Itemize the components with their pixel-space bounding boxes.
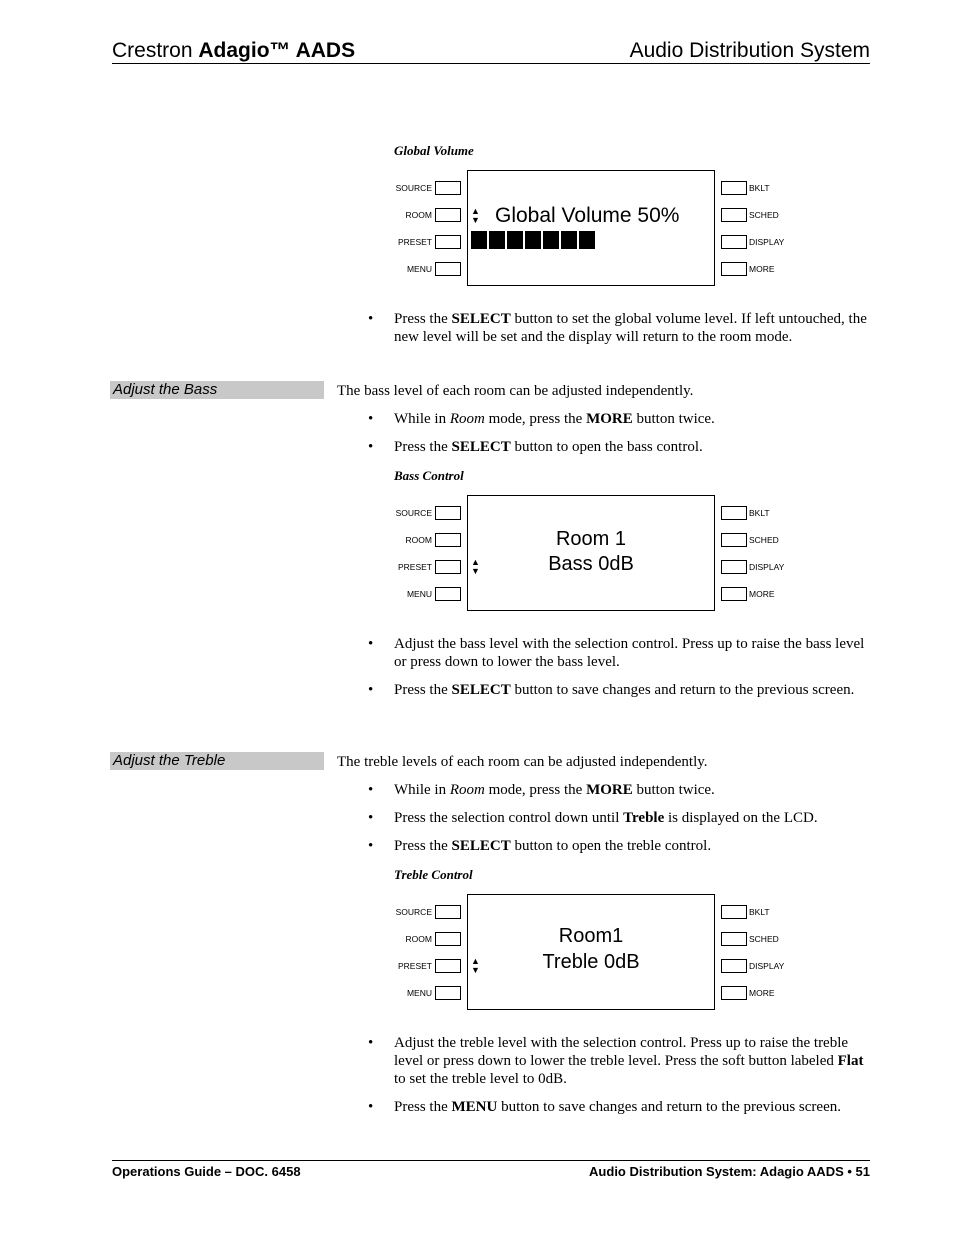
label-sched: SCHED xyxy=(749,934,779,944)
panel-diagram-treble-control xyxy=(394,894,874,1012)
panel-diagram-bass-control xyxy=(394,495,874,613)
source-button[interactable] xyxy=(435,506,461,520)
more-button[interactable] xyxy=(721,986,747,1000)
label-more: MORE xyxy=(749,264,775,274)
screen-line-2: Treble 0dB xyxy=(542,951,640,973)
room-button[interactable] xyxy=(435,932,461,946)
label-sched: SCHED xyxy=(749,210,779,220)
list-item: • Press the MENU button to save changes and return to the previous screen. xyxy=(368,1099,841,1115)
source-button[interactable] xyxy=(435,181,461,195)
volume-segment xyxy=(561,231,577,249)
volume-segment xyxy=(525,231,541,249)
more-button[interactable] xyxy=(721,587,747,601)
menu-button[interactable] xyxy=(435,262,461,276)
list-item: • Press the SELECT button to open the treble control. xyxy=(368,838,712,854)
label-display: DISPLAY xyxy=(749,562,785,572)
display-button[interactable] xyxy=(721,560,747,574)
label-more: MORE xyxy=(749,589,775,599)
page-header xyxy=(112,38,870,64)
label-preset: PRESET xyxy=(397,562,432,572)
footer-doc-title: Operations Guide – DOC. 6458 xyxy=(112,1164,301,1179)
label-bklt: BKLT xyxy=(749,183,770,193)
up-down-arrow-icon: ▲ ▼ xyxy=(471,206,480,225)
label-display: DISPLAY xyxy=(749,237,785,247)
footer-page-info: Audio Distribution System: Adagio AADS • 51 xyxy=(589,1164,870,1179)
up-down-arrow-icon: ▲ ▼ xyxy=(471,557,480,576)
label-preset: PRESET xyxy=(397,237,432,247)
list-item: • Press the selection control down until Treble is displayed on the LCD. xyxy=(368,810,818,826)
header-brand: Crestron xyxy=(112,39,199,62)
room-button[interactable] xyxy=(435,208,461,222)
header-product: Adagio™ AADS xyxy=(198,39,356,62)
list-item: • Adjust the treble level with the selection control. Press up to raise the treble level or press down to lower the treble level. Press the soft button labeled Flat to set the treble level to 0dB. xyxy=(368,1035,864,1087)
source-button[interactable] xyxy=(435,905,461,919)
volume-bar xyxy=(471,231,595,249)
label-sched: SCHED xyxy=(749,535,779,545)
label-room: ROOM xyxy=(405,535,432,545)
sched-button[interactable] xyxy=(721,533,747,547)
header-subtitle: Audio Distribution System xyxy=(629,39,870,62)
preset-button[interactable] xyxy=(435,959,461,973)
up-down-arrow-icon: ▲ ▼ xyxy=(471,956,480,975)
bklt-button[interactable] xyxy=(721,181,747,195)
label-menu: MENU xyxy=(406,264,432,274)
label-menu: MENU xyxy=(406,988,432,998)
bklt-button[interactable] xyxy=(721,905,747,919)
screen-line-1: Room 1 xyxy=(555,528,627,550)
volume-segment xyxy=(471,231,487,249)
list-item: • Adjust the bass level with the selection control. Press up to raise the bass level or press down to lower the bass level. xyxy=(368,636,865,670)
lcd-screen xyxy=(467,894,715,1010)
section-heading-treble: Adjust the Treble xyxy=(110,752,324,770)
preset-button[interactable] xyxy=(435,235,461,249)
label-display: DISPLAY xyxy=(749,961,785,971)
bass-intro: The bass level of each room can be adjusted independently. xyxy=(337,383,694,399)
list-item: • Press the SELECT button to set the global volume level. If left untouched, the new level will be set and the display will return to the room mode. xyxy=(368,311,867,345)
label-source: SOURCE xyxy=(395,183,432,193)
label-room: ROOM xyxy=(405,210,432,220)
screen-line-2: Bass 0dB xyxy=(548,553,634,575)
panel-diagram-global-volume xyxy=(394,170,874,288)
label-bklt: BKLT xyxy=(749,508,770,518)
treble-intro: The treble levels of each room can be adjusted independently. xyxy=(337,754,708,770)
volume-segment xyxy=(543,231,559,249)
figure-caption-treble-control: Treble Control xyxy=(394,867,473,882)
room-button[interactable] xyxy=(435,533,461,547)
page-footer xyxy=(112,1160,870,1184)
screen-line-1: Room1 xyxy=(558,925,624,947)
screen-text: Global Volume 50% xyxy=(495,204,680,227)
label-room: ROOM xyxy=(405,934,432,944)
figure-caption-bass-control: Bass Control xyxy=(394,468,464,483)
bklt-button[interactable] xyxy=(721,506,747,520)
volume-segment xyxy=(507,231,523,249)
lcd-screen xyxy=(467,495,715,611)
label-source: SOURCE xyxy=(395,508,432,518)
list-item: • Press the SELECT button to open the bass control. xyxy=(368,439,703,455)
lcd-screen xyxy=(467,170,715,286)
label-source: SOURCE xyxy=(395,907,432,917)
figure-caption-global-volume: Global Volume xyxy=(394,143,474,158)
header-title xyxy=(112,39,355,63)
more-button[interactable] xyxy=(721,262,747,276)
volume-segment xyxy=(489,231,505,249)
label-menu: MENU xyxy=(406,589,432,599)
label-bklt: BKLT xyxy=(749,907,770,917)
list-item: • While in Room mode, press the MORE button twice. xyxy=(368,411,715,427)
display-button[interactable] xyxy=(721,959,747,973)
display-button[interactable] xyxy=(721,235,747,249)
list-item: • While in Room mode, press the MORE button twice. xyxy=(368,782,715,798)
label-preset: PRESET xyxy=(397,961,432,971)
sched-button[interactable] xyxy=(721,932,747,946)
sched-button[interactable] xyxy=(721,208,747,222)
list-item: • Press the SELECT button to save changes and return to the previous screen. xyxy=(368,682,855,698)
menu-button[interactable] xyxy=(435,986,461,1000)
label-more: MORE xyxy=(749,988,775,998)
volume-segment xyxy=(579,231,595,249)
menu-button[interactable] xyxy=(435,587,461,601)
section-heading-bass: Adjust the Bass xyxy=(110,381,324,399)
preset-button[interactable] xyxy=(435,560,461,574)
